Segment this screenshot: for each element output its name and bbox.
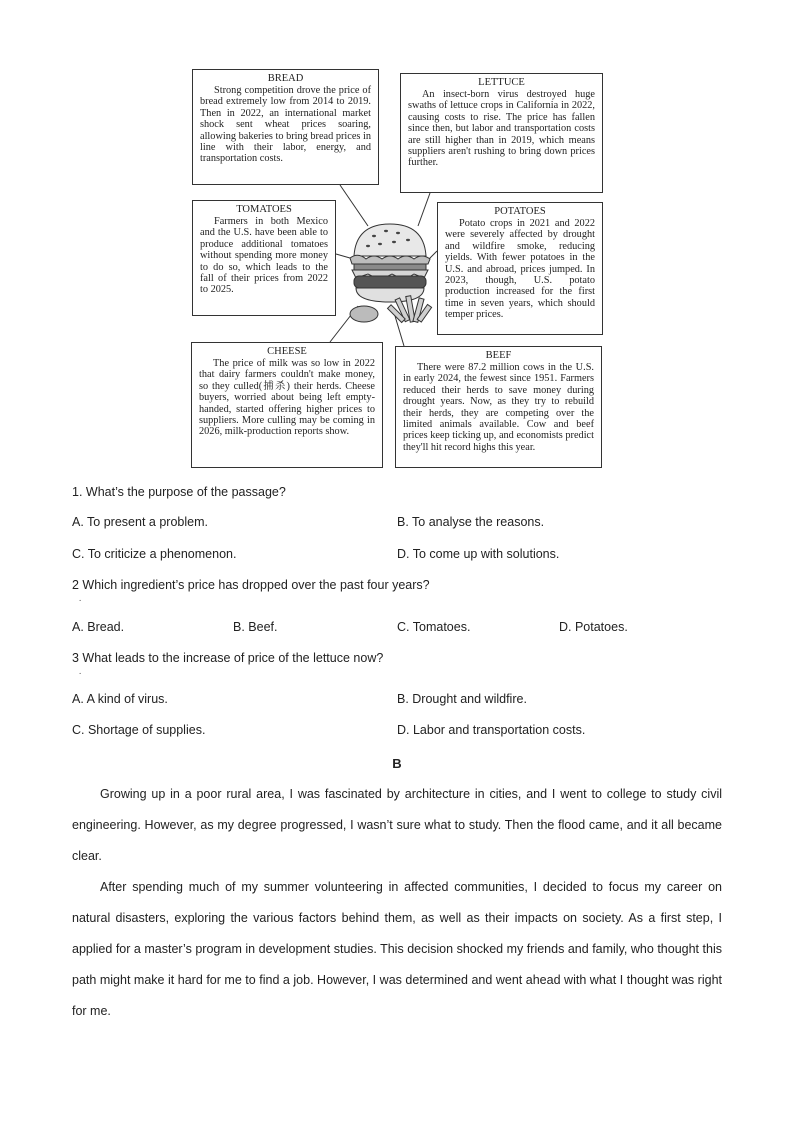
tomatoes-text: Farmers in both Mexico and the U.S. have been able to produce additional tomatoes without spending more money to do so, which leads to the fall of their prices from 2022 to 2025. [200, 216, 328, 296]
lettuce-title: LETTUCE [478, 77, 525, 88]
beef-text: There were 87.2 million cows in the U.S. in early 2024, the fewest since 1951. Farmers reduced their herds to save money during drought years. Now, as they try to rebuild their herds, they are competing over the limited animals available. Cow and beef prices keep ticking up, and economists predict they'll hit record highs this year. [403, 362, 594, 453]
cheese-box [191, 342, 383, 468]
beef-box [395, 346, 602, 468]
potatoes-title: POTATOES [494, 206, 546, 217]
potatoes-text: Potato crops in 2021 and 2022 were severely affected by drought and wildfire smoke, reducing yields. With fewer potatoes in the U.S. and abroad, prices jumped. In 2023, though, U.S. potato production increased for the first time in seven years, which should temper prices. [445, 218, 595, 321]
lettuce-box [400, 73, 603, 193]
paragraph-1: Growing up in a poor rural area, I was fascinated by architecture in cities, and I went to college to study civil engineering. However, as my degree progressed, I wasn’t sure what to study. Then the flood came, and it all became clear. [72, 787, 722, 863]
q2-option-c[interactable]: C. Tomatoes. [397, 620, 471, 634]
tomatoes-box [192, 200, 336, 316]
potatoes-box [437, 202, 603, 335]
q1-option-d[interactable]: D. To come up with solutions. [397, 547, 560, 561]
bullet-dot: . [79, 593, 82, 603]
tomatoes-title: TOMATOES [236, 204, 292, 215]
bread-text: Strong competition drove the price of bread extremely low from 2014 to 2019. Then in 2022, an international market shock sent wheat prices soaring, allowing bakeries to bring bread prices in line with their labor, energy, and transportation costs. [200, 85, 371, 165]
section-heading: B [392, 756, 402, 771]
cheese-text: The price of milk was so low in 2022 that dairy farmers couldn't make money, so they culled(捕杀) their herds. Cheese buyers, worried about being left empty-handed, started offering higher prices to suppliers. More culling may be coming in 2026, milk-production reports show. [199, 358, 375, 438]
q1-option-b[interactable]: B. To analyse the reasons. [397, 515, 545, 529]
q2-option-b[interactable]: B. Beef. [233, 620, 278, 634]
bullet-dot: . [79, 666, 82, 676]
cheese-title: CHEESE [267, 346, 307, 357]
beef-title: BEEF [485, 350, 512, 361]
q2-option-d[interactable]: D. Potatoes. [559, 620, 628, 634]
food-price-infographic [190, 66, 604, 468]
q1-option-c[interactable]: C. To criticize a phenomenon. [72, 547, 237, 561]
q1-option-a[interactable]: A. To present a problem. [72, 515, 208, 529]
paragraph-2: After spending much of my summer volunteering in affected communities, I decided to focus my career on natural disasters, exploring the various factors behind them, as well as their impacts on society. As a first step, I applied for a master’s program in development studies. This decision shocked my friends and family, who thought this path might make it hard for me to find a job. However, I was determined and went ahead with what I thought was right for me. [72, 880, 722, 1018]
bread-title: BREAD [267, 73, 304, 84]
q3-option-a[interactable]: A. A kind of virus. [72, 692, 168, 706]
question-3: 3 What leads to the increase of price of the lettuce now? [72, 651, 384, 665]
q3-option-c[interactable]: C. Shortage of supplies. [72, 723, 206, 737]
question-2: 2 Which ingredient’s price has dropped over the past four years? [72, 578, 430, 592]
bread-box [192, 69, 379, 185]
question-1: 1. What’s the purpose of the passage? [72, 485, 286, 499]
burger-illustration [340, 218, 440, 328]
q3-option-d[interactable]: D. Labor and transportation costs. [397, 723, 586, 737]
q3-option-b[interactable]: B. Drought and wildfire. [397, 692, 527, 706]
lettuce-text: An insect-born virus destroyed huge swaths of lettuce crops in California in 2022, causing costs to rise. The price has fallen since then, but labor and transportation costs are still higher than in 2019, which means suppliers aren't rushing to bring down prices further. [408, 89, 595, 169]
q2-option-a[interactable]: A. Bread. [72, 620, 125, 634]
